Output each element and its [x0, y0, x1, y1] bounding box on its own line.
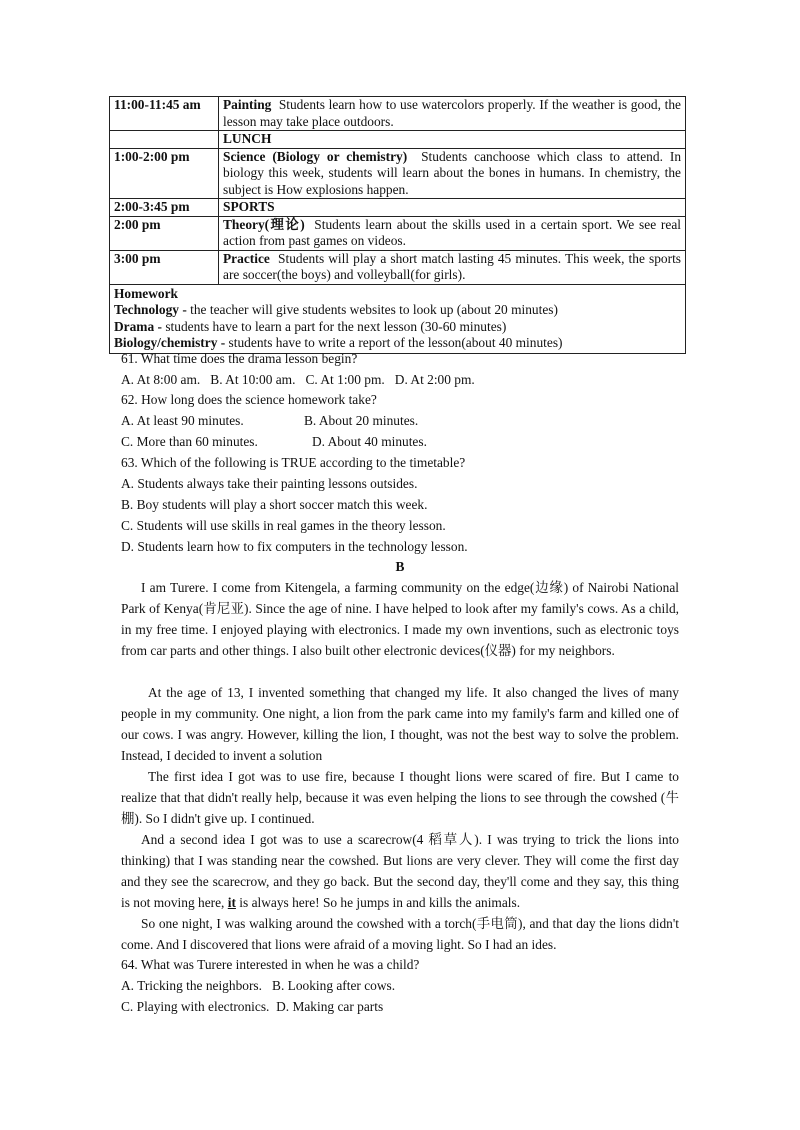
subject-label: LUNCH — [223, 131, 272, 146]
homework-text: the teacher will give students websites to look up (about 20 minutes) — [186, 302, 558, 317]
subject-label: SPORTS — [223, 199, 275, 214]
question-61: 61. What time does the drama lesson begin? — [121, 351, 358, 366]
homework-row — [110, 284, 686, 353]
question-63-option-d: D. Students learn how to fix computers in the technology lesson. — [121, 539, 468, 554]
subject-label: Painting — [223, 97, 272, 112]
question-64: 64. What was Turere interested in when he was a child? — [121, 957, 420, 972]
passage-text: is always here! So he jumps in and kills the animals. — [235, 895, 521, 910]
question-62: 62. How long does the science homework take? — [121, 392, 377, 407]
question-63-option-c: C. Students will use skills in real games in the theory lesson. — [121, 518, 446, 533]
homework-label: Biology/chemistry - — [114, 335, 226, 350]
desc-cell — [219, 131, 686, 149]
question-64-options-cd: C. Playing with electronics. D. Making car parts — [121, 999, 384, 1014]
question-61-options: A. At 8:00 am. B. At 10:00 am. C. At 1:00 pm. D. At 2:00 pm. — [121, 372, 475, 387]
question-62-option-d: D. About 40 minutes. — [312, 434, 427, 449]
time-cell: 11:00-11:45 am — [110, 97, 219, 131]
passage-paragraph-5: So one night, I was walking around the cowshed with a torch(手电筒), and that day the lions didn't come. And I discovered that lions were afraid of a moving light. So I had an ides. — [121, 916, 679, 952]
table-row — [110, 148, 686, 199]
question-63: 63. Which of the following is TRUE according to the timetable? — [121, 455, 466, 470]
time-cell: 3:00 pm — [110, 250, 219, 284]
question-63-option-a: A. Students always take their painting lessons outsides. — [121, 476, 418, 491]
desc-cell — [219, 148, 686, 199]
section-heading: B — [395, 559, 405, 574]
homework-item — [114, 335, 681, 352]
homework-cell — [110, 284, 686, 353]
desc-text: Students learn how to use watercolors properly. If the weather is good, the lesson may take place outdoors. — [223, 97, 681, 129]
subject-label: Practice — [223, 250, 270, 266]
subject-label: Science (Biology or chemistry) — [223, 148, 408, 164]
desc-text: Students learn about the skills used in a certain sport. We see real action from past games on videos. — [223, 216, 681, 248]
desc-cell — [219, 199, 686, 217]
desc-cell — [219, 216, 686, 250]
passage-text: And a second idea I got was to use a scarecrow(4 稻草人). I was trying to trick the lions into thinking) that I was standing near the cowshed. But lions are very clever. They will come the first day and they see the scarecrow, and they go back. But the second day, they'll come and they say, this thing is not moving here, — [121, 832, 679, 910]
desc-cell — [219, 250, 686, 284]
homework-item — [114, 302, 681, 319]
emphasized-word: it — [227, 895, 236, 910]
time-cell: 1:00-2:00 pm — [110, 148, 219, 199]
passage-paragraph-4 — [121, 829, 679, 913]
table-row — [110, 216, 686, 250]
desc-cell — [219, 97, 686, 131]
question-62-option-c: C. More than 60 minutes. — [121, 434, 258, 449]
homework-text: students have to learn a part for the next lesson (30-60 minutes) — [161, 318, 507, 334]
desc-text: Students canchoose which class to attend. In biology this week, students will learn about the bones in humans. In chemistry, the subject is How explosions happen. — [223, 148, 682, 197]
timetable — [109, 96, 686, 354]
time-cell — [110, 131, 219, 149]
question-63-option-b: B. Boy students will play a short soccer match this week. — [121, 497, 428, 512]
table-row — [110, 131, 686, 149]
table-row — [110, 199, 686, 217]
passage-paragraph-3: The first idea I got was to use fire, because I thought lions were scared of fire. But I came to realize that that didn't really help, because it was even helping the lions to see through the cowshed (牛棚). So I didn't give up. I continued. — [121, 769, 679, 826]
homework-label: Technology - — [114, 302, 187, 317]
homework-label: Drama - — [114, 318, 162, 334]
time-cell: 2:00 pm — [110, 216, 219, 250]
homework-text: students have to write a report of the lesson(about 40 minutes) — [225, 335, 563, 350]
subject-label: Theory(理论) — [223, 216, 305, 232]
passage-paragraph-2: At the age of 13, I invented something that changed my life. It also changed the lives of many people in my community. One night, a lion from the park came into my family's farm and killed one of our cows. I was angry. However, killing the lion, I thought, was not the best way to solve the problem. Instead, I decided to invent a solution — [121, 685, 679, 763]
homework-item — [114, 319, 681, 336]
passage-paragraph-1: I am Turere. I come from Kitengela, a farming community on the edge(边缘) of Nairobi National Park of Kenya(肯尼亚). Since the age of nine. I have helped to look after my family's cows. As a child, in my free time. I enjoyed playing with electronics. I made my own inventions, such as electronic toys from car parts and other things. I also built other electronic devices(仪器) for my neighbors. — [121, 580, 679, 658]
desc-text: Students will play a short match lasting 45 minutes. This week, the sports are soccer(the boys) and volleyball(for girls). — [223, 250, 681, 282]
table-row — [110, 250, 686, 284]
homework-title: Homework — [114, 285, 178, 301]
time-cell: 2:00-3:45 pm — [110, 199, 219, 217]
question-62-option-a: A. At least 90 minutes. — [121, 413, 244, 428]
question-62-option-b: B. About 20 minutes. — [304, 413, 419, 428]
question-64-options-ab: A. Tricking the neighbors. B. Looking after cows. — [121, 978, 396, 993]
table-row — [110, 97, 686, 131]
